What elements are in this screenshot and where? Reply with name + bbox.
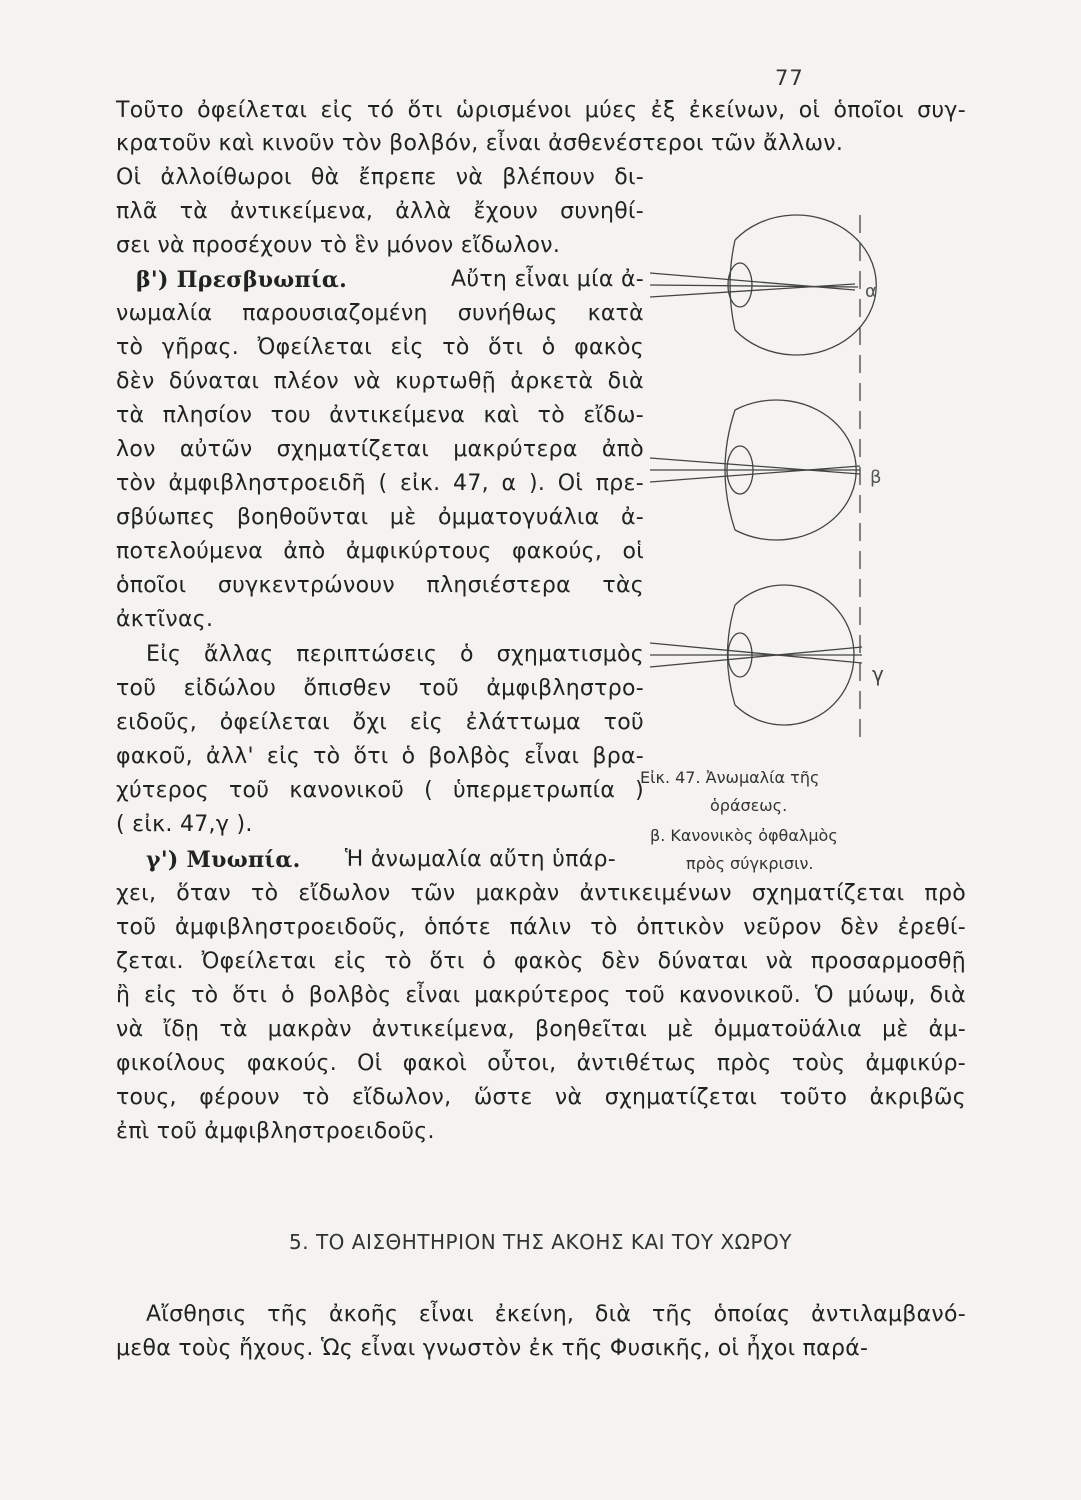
eye-anomaly-figure (640, 195, 900, 755)
text-line: τοῦ ἀμφιβληστροειδοῦς, ὁπότε πάλιν τὸ ὀπτικὸν νεῦρον δὲν ἐρεθί- (116, 915, 966, 940)
figure-caption: β. Κανονικὸς ὀφθαλμὸς (650, 826, 838, 845)
eye-diagram-b (650, 400, 860, 540)
text-line: σει νὰ προσέχουν τὸ ἓν μόνον εἴδωλον. (116, 233, 561, 258)
text-line: σβύωπες βοηθοῦνται μὲ ὀμματογυάλια ἀ- (116, 505, 644, 530)
text-line: ποτελούμενα ἀπὸ ἀμφικύρτους φακούς, οἱ (116, 539, 644, 564)
text-line: φικοίλους φακούς. Οἱ φακοὶ οὗτοι, ἀντιθέτως πρὸς τοὺς ἀμφικύρ- (116, 1051, 966, 1076)
text-line: φακοῦ, ἀλλ' εἰς τὸ ὅτι ὁ βολβὸς εἶναι βρα- (116, 744, 644, 769)
presbyopia-line (116, 265, 644, 295)
figure-label-a: α (865, 281, 877, 302)
myopia-heading: γ') Μυωπία. (146, 847, 301, 873)
text-segment: Ἡ ἀνωμαλία αὔτη ὑπάρ- (344, 847, 616, 872)
text-line: τους, φέρουν τὸ εἴδωλον, ὥστε νὰ σχηματίζεται τοῦτο ἀκριβῶς (116, 1085, 966, 1110)
text-line: μεθα τοὺς ἤχους. Ὡς εἶναι γνωστὸν ἐκ τῆς Φυσικῆς, οἱ ἦχοι παρά- (116, 1336, 869, 1361)
text-line: ὁποῖοι συγκεντρώνουν πλησιέστερα τὰς (116, 573, 644, 598)
myopia-line (146, 845, 616, 875)
figure-label-b: β (870, 467, 882, 488)
text-line: κρατοῦν καὶ κινοῦν τὸν βολβόν, εἶναι ἀσθενέστεροι τῶν ἄλλων. (116, 131, 844, 156)
text-line: πλᾶ τὰ ἀντικείμενα, ἀλλὰ ἔχουν συνηθί- (116, 199, 644, 224)
text-line: χύτερος τοῦ κανονικοῦ ( ὑπερμετρωπία ) (116, 778, 644, 803)
text-line: τοῦ εἰδώλου ὄπισθεν τοῦ ἀμφιβληστρο- (116, 676, 644, 701)
text-line: τὰ πλησίον του ἀντικείμενα καὶ τὸ εἴδω- (116, 403, 644, 428)
figure-caption: πρὸς σύγκρισιν. (686, 854, 814, 873)
text-line: νωμαλία παρουσιαζομένη συνήθως κατὰ (116, 301, 644, 326)
text-line: τὸ γῆρας. Ὀφείλεται εἰς τὸ ὅτι ὁ φακὸς (116, 335, 644, 360)
eye-diagram-g (650, 585, 862, 725)
figure-caption: Εἰκ. 47. Ἀνωμαλία τῆς (640, 768, 820, 787)
text-line: ἢ εἰς τὸ ὅτι ὁ βολβὸς εἶναι μακρύτερος τοῦ κανονικοῦ. Ὁ μύωψ, διὰ (116, 983, 966, 1008)
text-line: Οἱ ἀλλοίθωροι θὰ ἔπρεπε νὰ βλέπουν δι- (116, 165, 644, 190)
section-title: 5. ΤΟ ΑΙΣΘΗΤΗΡΙΟΝ ΤΗΣ ΑΚΟΗΣ ΚΑΙ ΤΟΥ ΧΩΡΟΥ (289, 1230, 792, 1254)
text-line: ἀκτῖνας. (116, 607, 214, 632)
text-line: νὰ ἴδῃ τὰ μακρὰν ἀντικείμενα, βοηθεῖται μὲ ὀμματοϋάλια μὲ ἀμ- (116, 1017, 966, 1042)
figure-label-g: γ (872, 662, 884, 686)
text-line: ( εἰκ. 47,γ ). (116, 812, 253, 837)
text-line: Τοῦτο ὀφείλεται εἰς τό ὅτι ὡρισμένοι μύες ἐξ ἐκείνων, οἱ ὁποῖοι συγ- (116, 98, 966, 123)
text-line: δὲν δύναται πλέον νὰ κυρτωθῇ ἀρκετὰ διὰ (116, 369, 644, 394)
eye-diagram-a (650, 215, 876, 355)
text-line: χει, ὅταν τὸ εἴδωλον τῶν μακρὰν ἀντικειμένων σχηματίζεται πρὸ (116, 881, 966, 906)
text-line: ειδοῦς, ὀφείλεται ὄχι εἰς ἐλάττωμα τοῦ (116, 710, 644, 735)
text-segment: Αὔτη εἶναι μία ἀ- (450, 267, 644, 292)
figure-caption: ὁράσεως. (710, 796, 788, 815)
page-number: 77 (775, 66, 804, 90)
text-line: λον αὐτῶν σχηματίζεται μακρύτερα ἀπὸ (116, 437, 644, 462)
presbyopia-heading: β') Πρεσβυωπία. (136, 267, 348, 293)
text-line: ἐπὶ τοῦ ἀμφιβληστροειδοῦς. (116, 1119, 435, 1144)
text-line: ζεται. Ὀφείλεται εἰς τὸ ὅτι ὁ φακὸς δὲν δύναται νὰ προσαρμοσθῇ (116, 949, 966, 974)
text-line: Αἴσθησις τῆς ἀκοῆς εἶναι ἐκείνη, διὰ τῆς ὁποίας ἀντιλαμβανό- (146, 1302, 966, 1327)
text-line: Εἰς ἄλλας περιπτώσεις ὁ σχηματισμὸς (146, 642, 644, 667)
text-line: τὸν ἀμφιβληστροειδῆ ( εἰκ. 47, α ). Οἱ πρε- (116, 471, 644, 496)
